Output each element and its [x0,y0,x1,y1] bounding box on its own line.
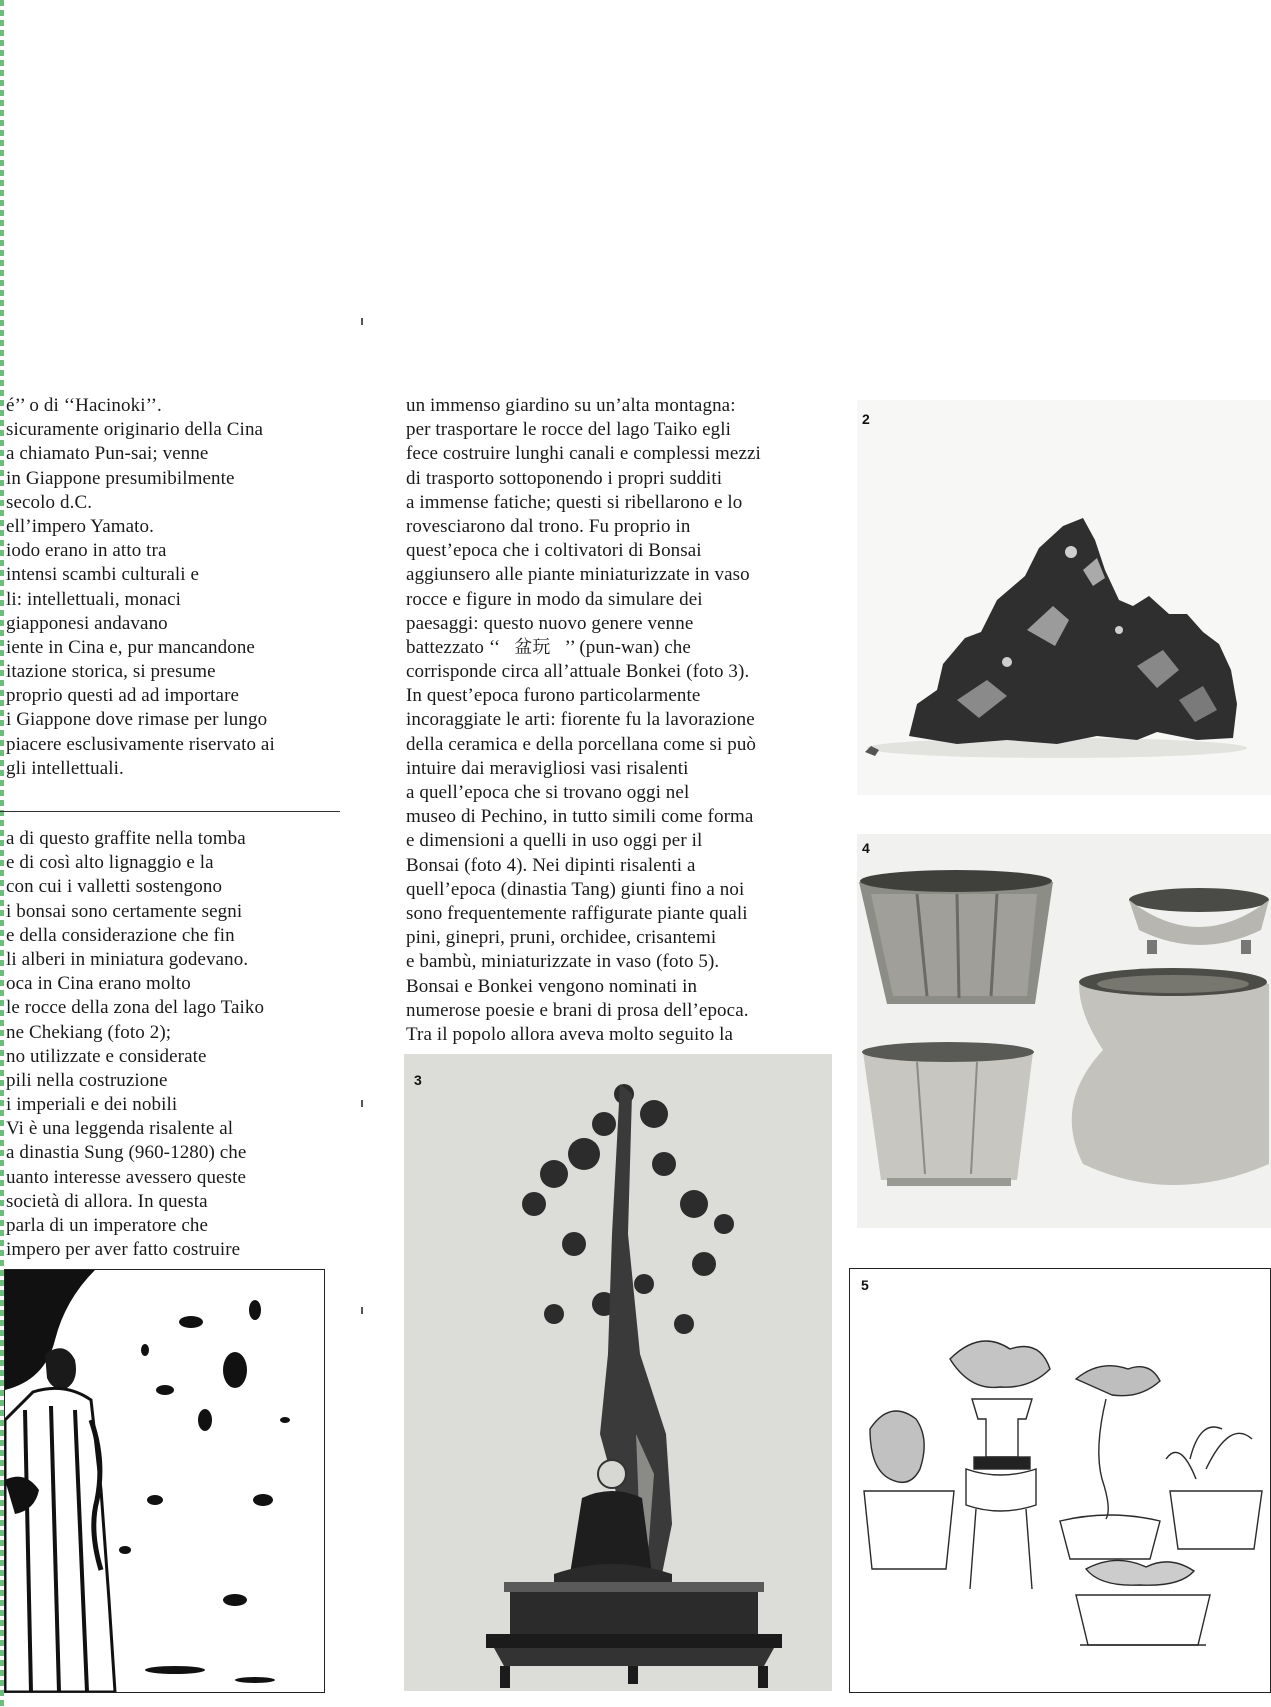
text-line: sicuramente originario della Cina [6,419,264,441]
figure-number: 2 [862,411,870,427]
text-line: uanto interesse avessero queste [6,1166,246,1188]
photo-3 [404,1054,832,1691]
text-line: Bonsai (foto 4). Nei dipinti risalenti a [406,854,696,876]
figure-number: 5 [861,1277,869,1293]
text-line: i Giappone dove rimase per lungo [6,709,268,731]
text-line: impero per aver fatto costruire [6,1239,241,1261]
text-line: quest’epoca che i coltivatori di Bonsai [406,540,702,562]
graffito-figure [4,1269,325,1693]
text-line: le rocce della zona del lago Taiko [6,997,265,1019]
text-line-with-glyph [406,636,761,660]
margin-tick [361,1307,363,1314]
text-line: rocce e figure in modo da simulare dei [406,588,703,610]
scholar-rock-photo-icon [857,400,1271,795]
text-line: iente in Cina e, pur mancandone [6,636,255,658]
text-line: i imperiali e dei nobili [6,1094,178,1116]
section-divider [0,811,340,812]
text-line: aggiunsero alle piante miniaturizzate in vaso [406,564,750,586]
text-line: paesaggi: questo nuovo genere venne [406,612,694,634]
text-line: della ceramica e della porcellana come si può [406,733,757,755]
text-line: e dimensioni a quelli in uso oggi per il [406,830,703,852]
text-line: giapponesi andavano [6,612,168,634]
text-line: fece costruire lunghi canali e complessi mezzi [406,443,761,465]
margin-tick [361,318,363,325]
text-line: a dinastia Sung (960-1280) che [6,1142,247,1164]
figure-number: 3 [414,1072,422,1088]
text-line: intuire dai meravigliosi vasi risalenti [406,757,689,779]
text-line: a immense fatiche; questi si ribellarono e lo [406,491,743,513]
text-line: a chiamato Pun-sai; venne [6,443,209,465]
text-line: secolo d.C. [6,491,93,513]
text-line: società di allora. In questa [6,1190,208,1212]
text-line: di trasporto sottoponendo i propri sudditi [406,467,723,489]
text-line: In quest’epoca furono particolarmente [406,685,701,707]
text-line: ell’impero Yamato. [6,515,154,537]
text-line: no utilizzate e considerate [6,1045,207,1067]
ceramic-pots-photo-icon [857,834,1271,1228]
left-column-bottom [6,827,264,1262]
text-line: e di così alto lignaggio e la [6,852,214,874]
photo-5 [849,1268,1271,1693]
text-line: intensi scambi culturali e [6,564,200,586]
text-line: Vi è una leggenda risalente al [6,1118,234,1140]
text-line: ne Chekiang (foto 2); [6,1021,172,1043]
text-line: in Giappone presumibilmente [6,467,235,489]
text-line: e della considerazione che fin [6,924,235,946]
text-line: a quell’epoca che si trovano oggi nel [406,782,690,803]
potted-plants-drawing-icon [850,1269,1270,1692]
text-fragment: battezzato ‘‘ [406,636,501,658]
text-line: rovesciarono dal trono. Fu proprio in [406,515,691,537]
text-line: un immenso giardino su un’alta montagna: [406,395,736,416]
text-line: numerose poesie e brani di prosa dell’epoca. [406,999,749,1021]
text-line: itazione storica, si presume [6,661,216,683]
text-line: piacere esclusivamente riservato ai [6,733,275,755]
text-line: con cui i valletti sostengono [6,876,223,898]
left-column-top [6,394,275,781]
text-line: Tra il popolo allora aveva molto seguito la [406,1023,734,1045]
text-line: pili nella costruzione [6,1069,168,1091]
text-line: per trasportare le rocce del lago Taiko egli [406,419,732,441]
text-line: gli intellettuali. [6,757,124,779]
chinese-glyph: 盆玩 [514,636,551,658]
court-figure-engraving-icon [5,1270,324,1692]
text-line: e bambù, miniaturizzate in vaso (foto 5). [406,951,720,973]
text-line: museo di Pechino, in tutto simili come forma [406,806,754,828]
text-line: Bonsai e Bonkei vengono nominati in [406,975,698,997]
text-fragment: ’’ (pun-wan) che [564,636,691,658]
bonsai-with-figure-photo-icon [404,1054,832,1691]
margin-tick [361,1100,363,1107]
figure-number: 4 [862,840,870,856]
text-line: i bonsai sono certamente segni [6,900,243,922]
text-line: iodo erano in atto tra [6,540,167,562]
text-line: é’’ o di ‘‘Hacinoki’’. [6,395,162,416]
text-line: li: intellettuali, monaci [6,588,182,610]
text-line: proprio questi ad ad importare [6,685,240,707]
text-line: li alberi in miniatura godevano. [6,948,249,970]
text-line: oca in Cina erano molto [6,973,191,995]
text-line: quell’epoca (dinastia Tang) giunti fino a noi [406,878,745,900]
middle-column [406,394,761,1047]
text-line: pini, ginepri, pruni, orchidee, crisantemi [406,927,717,949]
text-line: a di questo graffite nella tomba [6,828,246,849]
text-line: sono frequentemente raffigurate piante quali [406,902,748,924]
photo-4 [857,834,1271,1228]
text-line: corrisponde circa all’attuale Bonkei (foto 3). [406,661,750,683]
text-line: incoraggiate le arti: fiorente fu la lavorazione [406,709,755,731]
text-line: parla di un imperatore che [6,1215,209,1236]
photo-2 [857,400,1271,795]
